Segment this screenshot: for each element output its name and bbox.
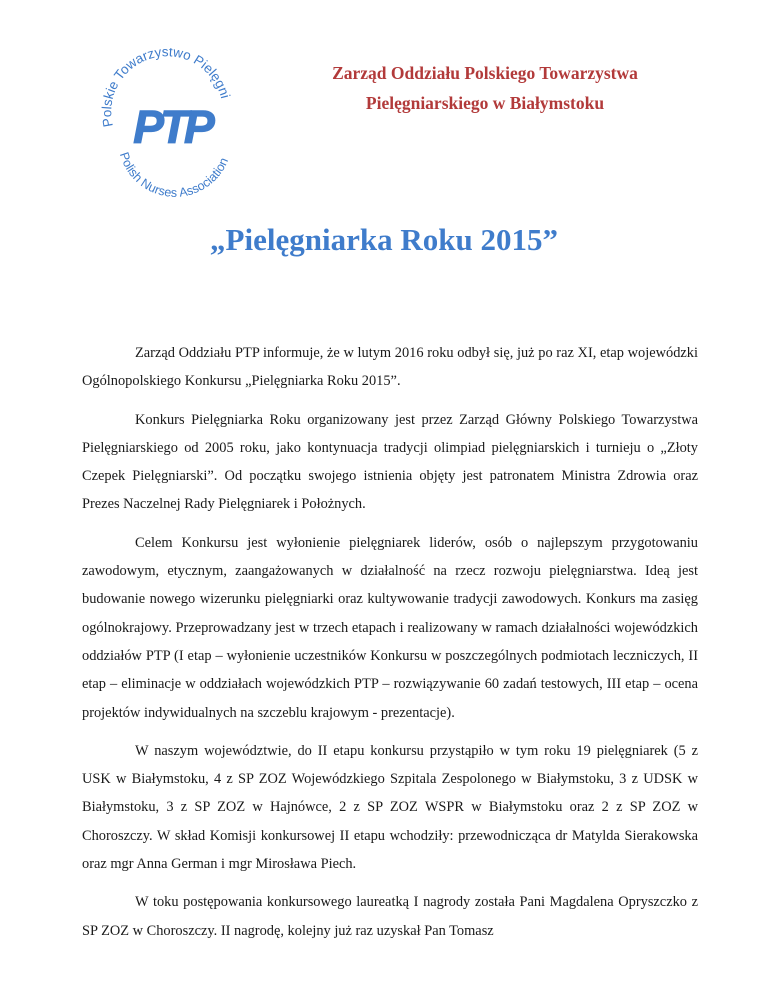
document-title: „Pielęgniarka Roku 2015” [210,222,558,257]
paragraph-results: W toku postępowania konkursowego laureatką I nagrody została Pani Magdalena Opryszczko z SP ZOZ w Choroszczy. II nagrodę, kolejny już raz uzyskał Pan Tomasz [82,894,698,939]
paragraph-participants: W naszym województwie, do II etapu konkursu przystąpiło w tym roku 19 pielęgniarek (5 z USK w Białymstoku, 4 z SP ZOZ Wojewódzkiego Szpitala Zespolonego w Białymstoku, 3 z UDSK w Białymstoku, 3 z SP ZOZ w Hajnówce, 2 z SP ZOZ WSPR w Białymstoku oraz 2 z SP ZOZ w Choroszczy. W skład Komisji konkursowej II etapu wchodziły: przewodnicząca dr Matylda Sierakowska oraz mgr Anna German i mgr Mirosława Piech. [82,742,698,873]
organization-header [270,58,700,118]
logo-monogram [133,101,215,153]
header-line-1: Zarząd Oddziału Polskiego Towarzystwa [332,63,638,83]
logo-ring-text-top: Polskie Towarzystwo Pielęgni [99,48,233,129]
paragraph-intro: Zarząd Oddziału PTP informuje, że w lutym 2016 roku odbył się, już po raz XI, etap wojewódzki Ogólnopolskiego Konkursu „Pielęgniarka Roku 2015”. [82,345,698,390]
logo-ring-text-bottom: Polish Nurses Association [116,150,232,198]
header-line-2: Pielęgniarskiego w Białymstoku [365,93,605,113]
document-body [82,339,698,955]
paragraph-goals: Celem Konkursu jest wyłonienie pielęgniarek liderów, osób o najlepszym przygotowaniu zawodowym, etycznym, zaangażowanych w działalność na rzecz rozwoju pielęgniarstwa. Ideą jest budowanie nowego wizerunku pielęgniarki oraz kultywowanie tradycji zawodowych. Konkurs ma zasięg ogólnokrajowy. Przeprowadzany jest w trzech etapach i realizowany w ramach działalności wojewódzkich oddziałów PTP (I etap – wyłonienie uczestników Konkursu w poszczególnych podmiotach leczniczych, II etap – eliminacje w oddziałach wojewódzkich PTP – rozwiązywanie 60 zadań testowych, III etap – ocena projektów indywidualnych na szczeblu krajowym - prezentacje). [82,534,698,721]
svg-text:PTP: PTP [133,101,211,153]
ptp-logo-graphic [93,48,243,198]
ptp-logo [93,48,243,198]
paragraph-history: Konkurs Pielęgniarka Roku organizowany jest przez Zarząd Główny Polskiego Towarzystwa Pielęgniarskiego od 2005 roku, jako kontynuacja tradycji olimpiad pielęgniarskich i turnieju o „Złoty Czepek Pielęgniarski”. Od początku swojego istnienia objęty jest patronatem Ministra Zdrowia oraz Prezes Naczelnej Rady Pielęgniarek i Położnych. [82,411,698,513]
